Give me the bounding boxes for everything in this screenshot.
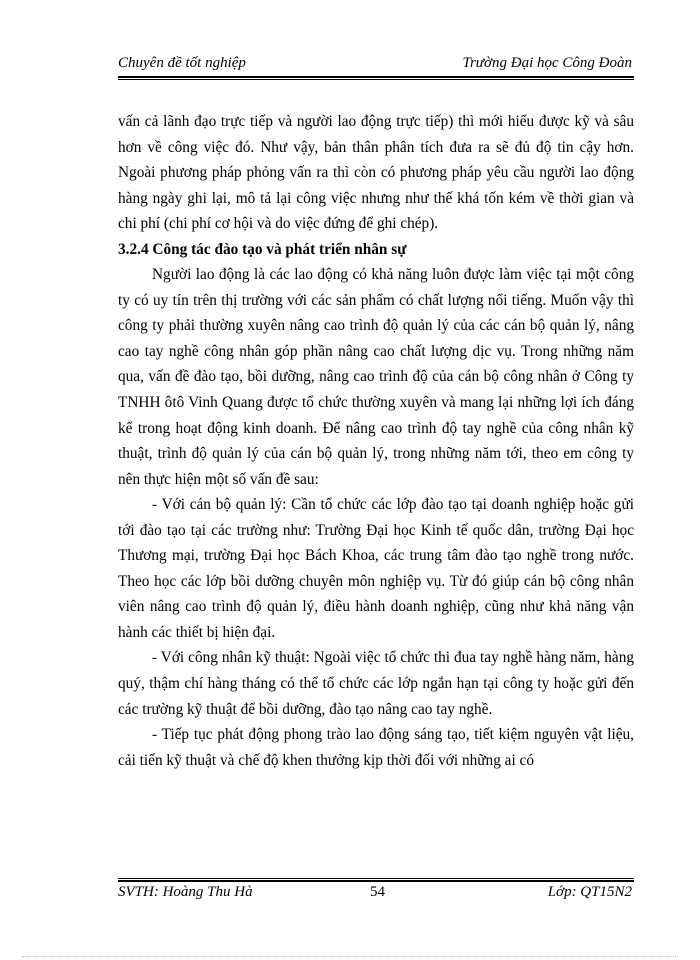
page-header (118, 55, 632, 77)
paragraph-1: vấn cả lãnh đạo trực tiếp và người lao động trực tiếp) thì mới hiểu được kỹ và sâu hơn về công việc đó. Như vậy, bản thân phân tích đưa ra sẽ đủ độ tin cậy hơn. Ngoài phương pháp phỏng vấn ra thì còn có phương pháp yêu cầu người lao động hàng ngày ghi lại, mô tả lại công việc nhưng như thế khá tốn kém về thời gian và chi phí (chi phí cơ hội và do việc đứng để ghi chép). (118, 113, 634, 233)
page-number: 54 (370, 884, 385, 900)
header-right-title: Trường Đại học Công Đoàn (462, 55, 632, 71)
body-text (118, 109, 634, 773)
paragraph-4: - Với công nhân kỹ thuật: Ngoài việc tổ chức thi đua tay nghề hàng năm, hàng quý, thậm chí hàng tháng có thể tổ chức các lớp ngắn hạn tại công ty hoặc gửi đến các trường kỹ thuật để bồi dưỡng, đào tạo nâng cao tay nghề. (118, 649, 634, 718)
footer-author: SVTH: Hoàng Thu Hà (118, 884, 253, 900)
footer-class: Lớp: QT15N2 (547, 884, 632, 900)
paragraph-5: - Tiếp tục phát động phong trào lao động sáng tạo, tiết kiệm nguyên vật liệu, cải tiến kỹ thuật và chế độ khen thưởng kịp thời đối với những ai có (118, 726, 634, 769)
page-bottom-edge (22, 956, 678, 957)
footer-rule (118, 878, 634, 882)
page-footer (118, 884, 632, 906)
paragraph-2: Người lao động là các lao động có khả năng luôn được làm việc tại một công ty có uy tín trên thị trường với các sản phẩm có chất lượng nổi tiếng. Muốn vậy thì công ty phải thường xuyên nâng cao trình độ quản lý của các cán bộ quản lý, nâng cao tay nghề công nhân góp phần nâng cao chất lượng dịc vụ. Trong những năm qua, vấn đề đào tạo, bồi dưỡng, nâng cao trình độ của cán bộ công nhân ở Công ty TNHH ôtô Vinh Quang được tổ chức thường xuyên và mang lại những lợi ích đáng kể trong hoạt động kinh doanh. Để nâng cao trình độ tay nghề của công nhân kỹ thuật, trình độ quản lý của cán bộ quản lý, trong những năm tới, theo em công ty nên thực hiện một số vấn đề sau: (118, 266, 634, 488)
header-rule (118, 76, 634, 80)
paragraph-3: - Với cán bộ quản lý: Cần tổ chức các lớp đào tạo tại doanh nghiệp hoặc gửi tới đào tạo tại các trường như: Trường Đại học Kinh tế quốc dân, trường Đại học Thương mại, trường Đại học Bách Khoa, các trung tâm đào tạo nghề trong nước. Theo học các lớp bồi dưỡng chuyên môn nghiệp vụ. Từ đó giúp cán bộ công nhân viên nâng cao trình độ quản lý, điều hành doanh nghiệp, cũng như khả năng vận hành các thiết bị hiện đại. (118, 496, 634, 641)
section-heading: 3.2.4 Công tác đào tạo và phát triển nhân sự (118, 240, 407, 258)
header-left-title: Chuyên đề tốt nghiệp (118, 55, 246, 71)
